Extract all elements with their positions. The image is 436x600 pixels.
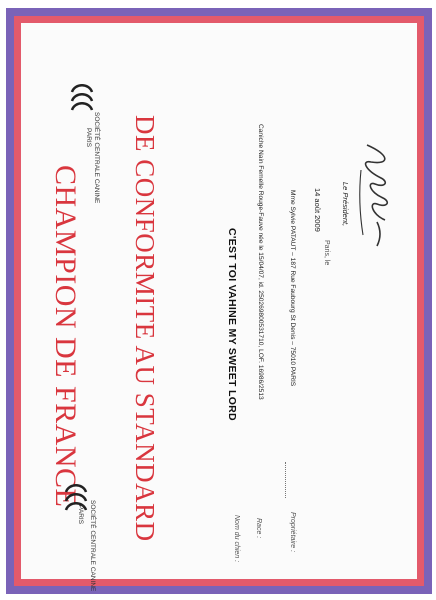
certificate-title-champion: CHAMPION DE FRANCE: [49, 165, 82, 508]
certificate-title-conformite: DE CONFORMITE AU STANDARD: [130, 115, 160, 542]
scc-logo-icon: [69, 80, 95, 114]
president-label: Le Président,: [341, 182, 350, 227]
breed-label: Race :: [255, 518, 262, 539]
owner-dotted-line: [276, 462, 294, 498]
dog-name-value: C'EST TOI VAHINE MY SWEET LORD: [226, 228, 238, 421]
owner-value: Mme Sylvie PATAUT – 187 Rue Faubourg St Denis – 75010 PARIS: [289, 190, 296, 387]
owner-label: Propriétaire :: [289, 512, 296, 553]
place-label: Paris, le: [323, 240, 330, 266]
dog-name-label: Nom du chien :: [233, 515, 240, 563]
certificate-date: 14 août 2009: [313, 188, 322, 232]
scc-logo-top: [69, 80, 95, 114]
society-city-top: PARIS: [85, 128, 92, 148]
society-city-bottom: PARIS: [77, 505, 84, 525]
scc-logo-bottom: [63, 480, 89, 514]
scc-logo-icon: [63, 480, 89, 514]
breed-value: Caniche Nain Femelle Rouge-Fauve née le 15/04/07, id. 250269800531710, LOF. 16986/2513: [257, 124, 264, 400]
president-signature-icon: [350, 140, 395, 250]
society-name-top: SOCIÉTÉ CENTRALE CANINE: [93, 112, 100, 204]
society-name-bottom: SOCIÉTÉ CENTRALE CANINE: [89, 500, 96, 592]
